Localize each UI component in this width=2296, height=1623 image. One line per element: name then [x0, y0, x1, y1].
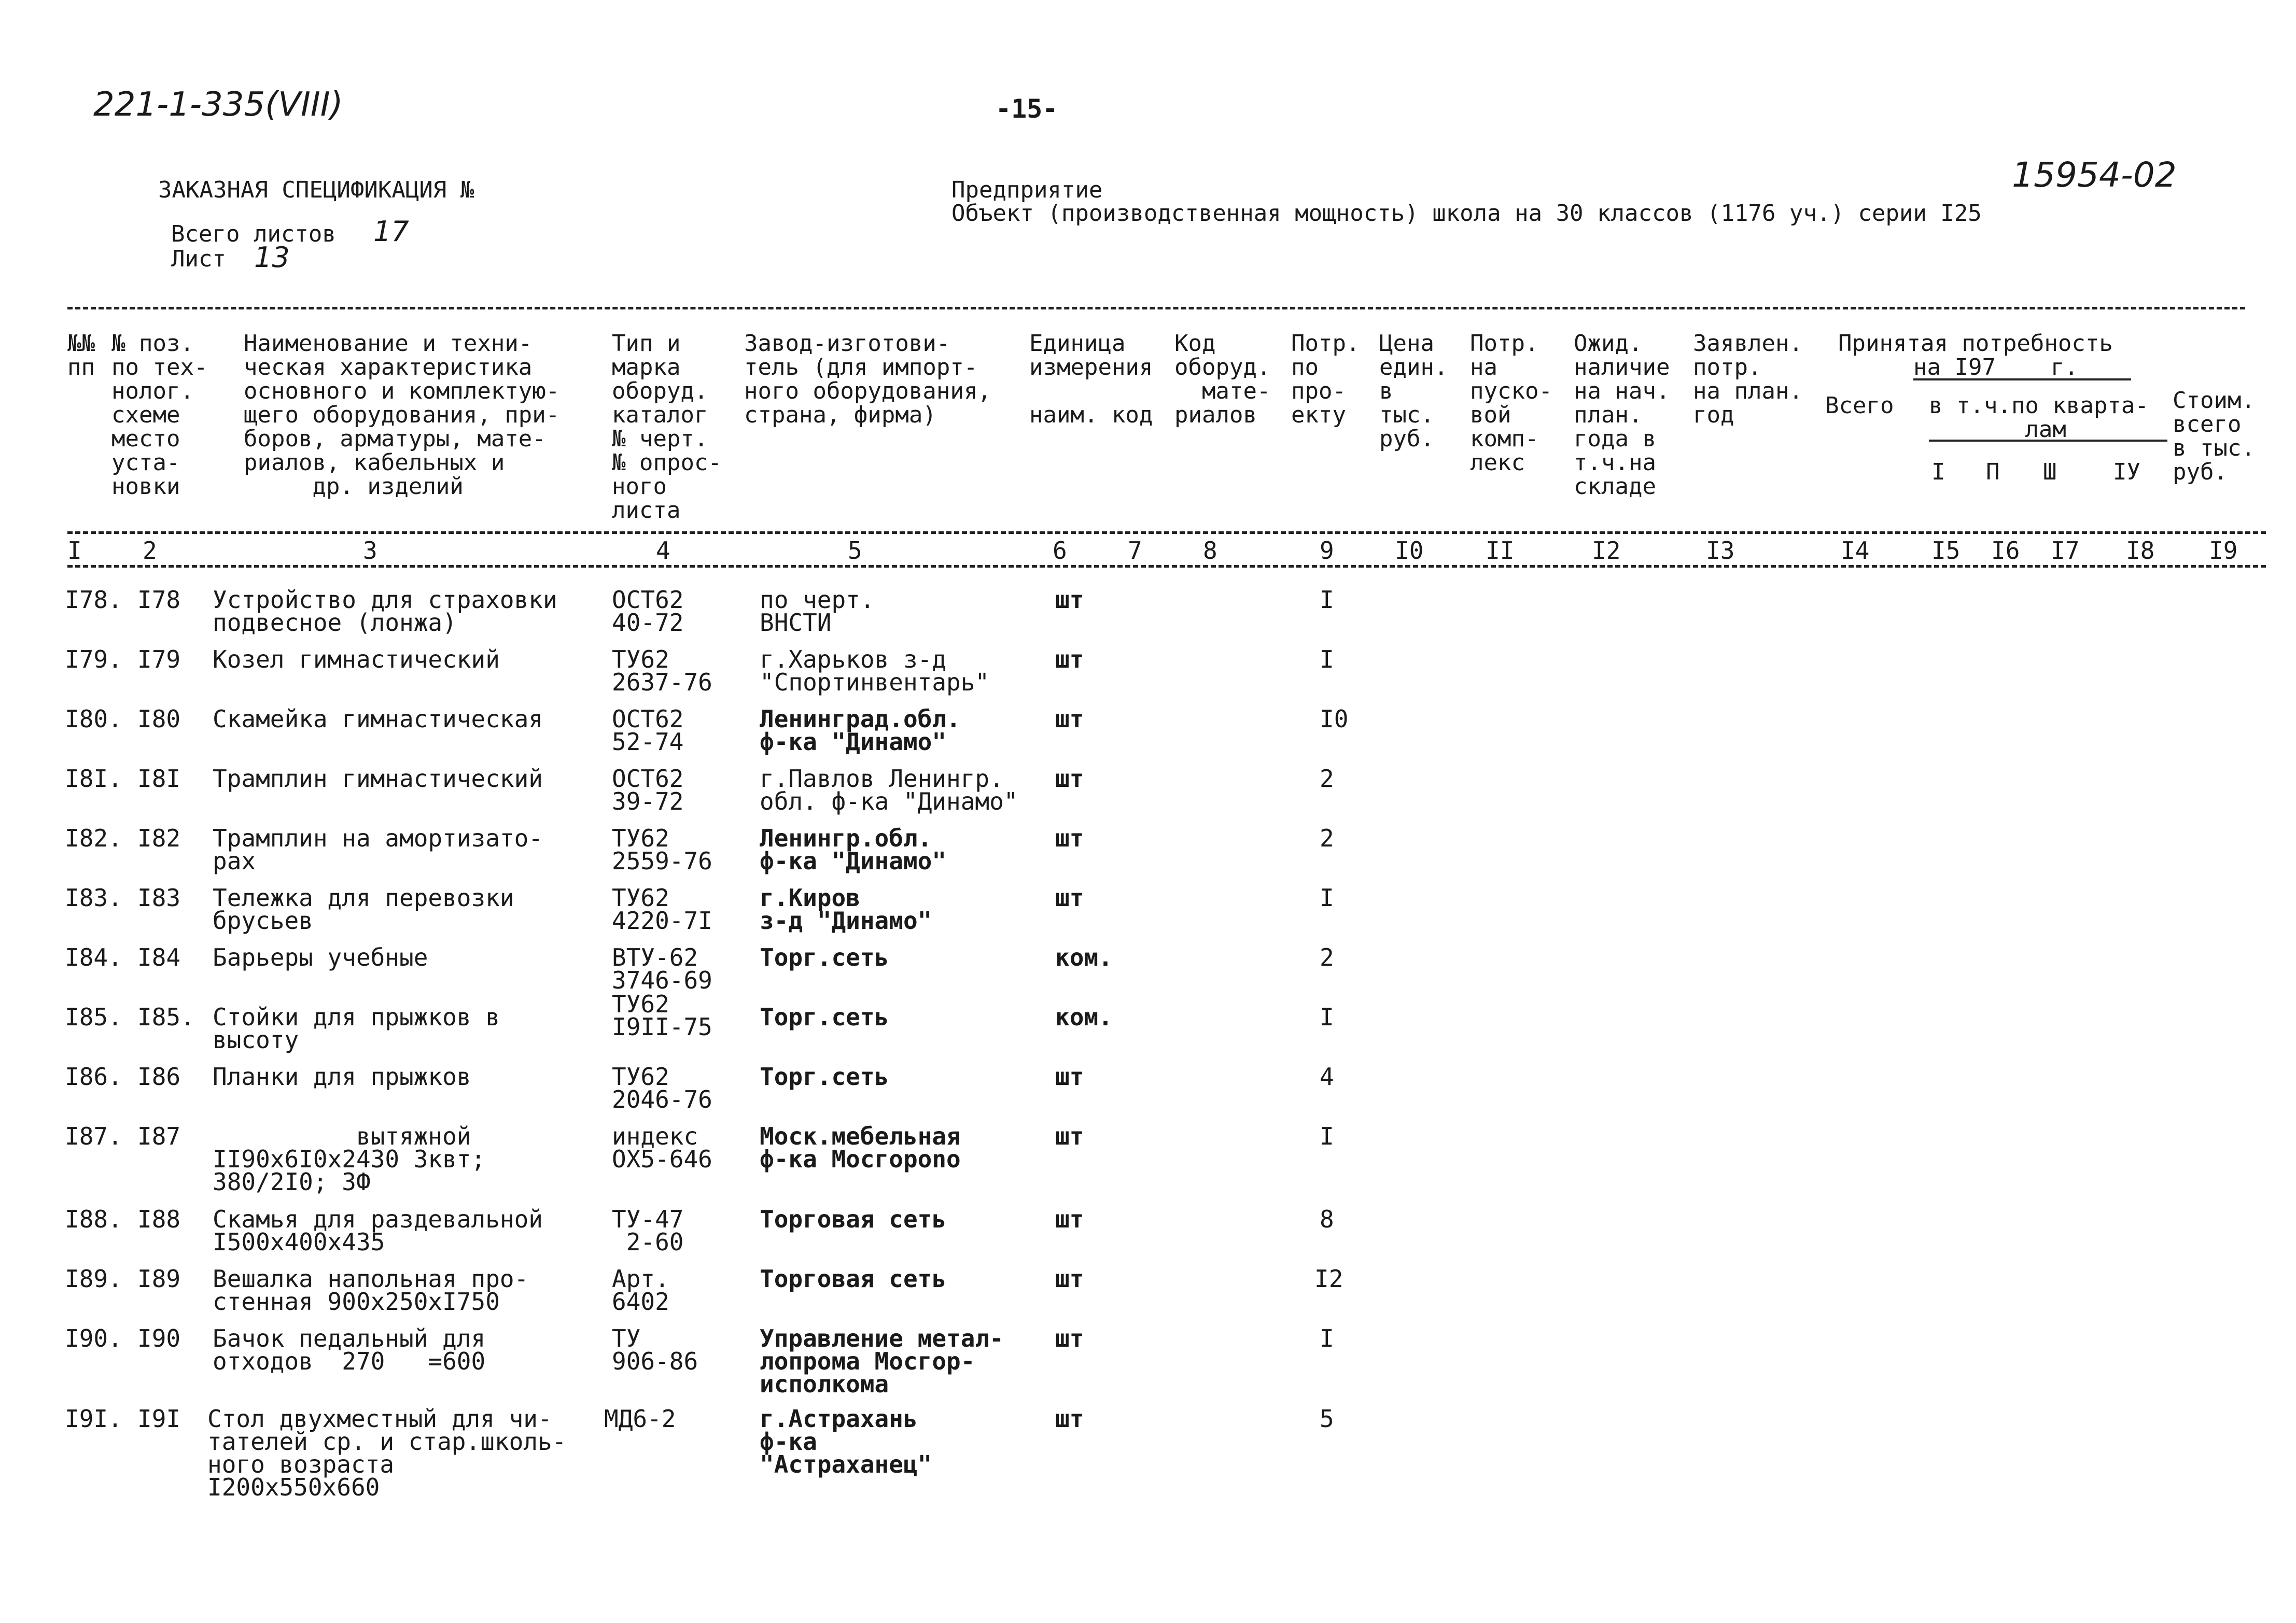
row-qty: I2	[1314, 1265, 1343, 1293]
row-type: ТУ62 2637-76	[612, 645, 712, 696]
row-maker: г.Павлов Ленингр. обл. ф-ка "Динамо"	[760, 765, 1018, 815]
row-maker: Ленингр.обл. ф-ка "Динамо"	[760, 824, 947, 875]
row-name: Трамплин на амортизато- рах	[213, 824, 543, 875]
row-position: I87	[137, 1122, 181, 1150]
row-name: Трамплин гимнастический	[213, 765, 543, 793]
row-name: Вешалка напольная про- стенная 900x250xI750	[213, 1265, 529, 1316]
header-col-1: №№ пп	[67, 330, 95, 380]
row-position: I8I	[137, 765, 181, 793]
row-unit: ком.	[1055, 1003, 1113, 1031]
stamp-number: 15954-02	[2012, 155, 2177, 195]
row-qty: 2	[1320, 765, 1334, 793]
header-bottom-rule	[67, 531, 2266, 534]
colnum-17: I7	[2051, 537, 2080, 564]
row-qty: I	[1320, 645, 1334, 673]
row-unit: шт	[1055, 1205, 1084, 1233]
header-col-8: Код оборуд. мате- риалов	[1174, 330, 1271, 428]
header-col-4: Тип и марка оборуд. каталог № черт. № опрос- ного листа	[612, 330, 722, 524]
year-underline	[1913, 378, 2131, 380]
row-qty: I	[1320, 1122, 1334, 1150]
row-type: ОСТ62 39-72	[612, 765, 684, 815]
row-unit: ком.	[1055, 943, 1113, 971]
colnum-4: 4	[656, 537, 670, 564]
row-unit: шт	[1055, 645, 1084, 673]
row-unit: шт	[1055, 705, 1084, 733]
row-number: I84.	[65, 943, 122, 971]
row-type: ТУ62 2046-76	[612, 1063, 712, 1113]
header-col-14-top: Принятая потребность	[1838, 330, 2113, 357]
header-col-3: Наименование и техни- ческая характеристика основного и комплектую- щего оборудования, при- боров, арматуры, мате- риалов, кабельных и др. изделий	[244, 330, 560, 500]
row-unit: шт	[1055, 765, 1084, 793]
colnum-11: II	[1486, 537, 1515, 564]
row-qty: I	[1320, 586, 1334, 614]
enterprise-label: Предприятие	[951, 177, 1103, 203]
row-name: Барьеры учебные	[213, 943, 428, 971]
colnum-15: I5	[1931, 537, 1961, 564]
colnum-1: I	[67, 537, 82, 564]
row-maker: Торговая сеть	[760, 1205, 947, 1233]
sheets-total-value: 17	[373, 215, 409, 248]
row-maker: Ленинград.обл. ф-ка "Динамо"	[760, 705, 961, 756]
header-col-11: Потр. на пуско- вой комп- лекс	[1470, 330, 1552, 476]
header-q1: I	[1931, 459, 1945, 485]
row-name: Скамья для раздевальной I500x400x435	[213, 1205, 543, 1256]
header-col-9: Потр. по про- екту	[1291, 330, 1360, 428]
row-maker: Торг.сеть	[760, 943, 889, 971]
row-type: ТУ 906-86	[612, 1324, 698, 1375]
colnum-14: I4	[1841, 537, 1870, 564]
row-position: I82	[137, 824, 181, 852]
row-position: I88	[137, 1205, 181, 1233]
row-qty: I	[1320, 884, 1334, 912]
row-name: Планки для прыжков	[213, 1063, 471, 1091]
row-maker: Торг.сеть	[760, 1063, 889, 1091]
row-qty: 8	[1320, 1205, 1334, 1233]
row-position: I89	[137, 1265, 181, 1293]
row-position: I9I	[137, 1405, 181, 1433]
row-position: I78	[137, 586, 181, 614]
colnum-16: I6	[1991, 537, 2020, 564]
row-unit: шт	[1055, 586, 1084, 614]
row-unit: шт	[1055, 1265, 1084, 1293]
row-number: I88.	[65, 1205, 122, 1233]
row-number: I9I.	[65, 1405, 122, 1433]
row-number: I8I.	[65, 765, 122, 793]
row-number: I90.	[65, 1324, 122, 1352]
header-col-6: Единица измерения наим. код	[1029, 330, 1153, 428]
row-position: I90	[137, 1324, 181, 1352]
row-maker: Торговая сеть	[760, 1265, 947, 1293]
row-number: I78.	[65, 586, 122, 614]
sheet-value: 13	[254, 241, 290, 274]
row-qty: 2	[1320, 824, 1334, 852]
row-maker: Торг.сеть	[760, 1003, 889, 1031]
header-quarters: в т.ч.по кварта- лам	[1929, 392, 2149, 443]
row-position: I80	[137, 705, 181, 733]
row-maker: г.Киров з-д "Динамо"	[760, 884, 932, 935]
row-position: I79	[137, 645, 181, 673]
row-maker: г.Астрахань ф-ка "Астраханец"	[760, 1405, 932, 1478]
colnum-3: 3	[363, 537, 377, 564]
row-name: Стойки для прыжков в высоту	[213, 1003, 500, 1054]
colnum-5: 5	[848, 537, 862, 564]
colnum-18: I8	[2126, 537, 2155, 564]
row-unit: шт	[1055, 884, 1084, 912]
colnum-7: 7	[1128, 537, 1142, 564]
row-number: I80.	[65, 705, 122, 733]
row-unit: шт	[1055, 824, 1084, 852]
row-name: Скамейка гимнастическая	[213, 705, 543, 733]
colnum-6: 6	[1053, 537, 1067, 564]
row-number: I79.	[65, 645, 122, 673]
row-type: ТУ62 I9II-75	[612, 990, 712, 1041]
header-col-2: № поз. по тех- нолог. схеме место уста- новки	[111, 330, 208, 500]
object-line: Объект (производственная мощность) школа на 30 классов (1176 уч.) серии I25	[951, 200, 1982, 227]
row-type: МД6-2	[604, 1405, 676, 1433]
sheet-label: Лист	[171, 246, 226, 272]
header-top-rule	[67, 307, 2245, 309]
row-number: I89.	[65, 1265, 122, 1293]
row-type: ОСТ62 40-72	[612, 586, 684, 637]
header-col-13: Заявлен. потр. на план. год	[1693, 330, 1803, 428]
row-type: ТУ-47 2-60	[612, 1205, 684, 1256]
header-q4: IУ	[2113, 459, 2140, 485]
colnum-9: 9	[1320, 537, 1334, 564]
row-unit: шт	[1055, 1405, 1084, 1433]
row-maker: Управление метал- лопрома Мосгор- исполкома	[760, 1324, 1004, 1398]
page-number: -15-	[996, 94, 1058, 124]
colnum-19: I9	[2209, 537, 2238, 564]
header-col-10: Цена един. в тыс. руб.	[1379, 330, 1448, 452]
colnum-10: I0	[1395, 537, 1424, 564]
row-type: ОСТ62 52-74	[612, 705, 684, 756]
row-unit: шт	[1055, 1063, 1084, 1091]
quarters-underline	[1929, 440, 2167, 442]
row-position: I84	[137, 943, 181, 971]
row-unit: шт	[1055, 1122, 1084, 1150]
header-col-14-year: на I97 г.	[1913, 354, 2078, 380]
row-qty: I	[1320, 1324, 1334, 1352]
header-col-12: Ожид. наличие на нач. план. года в т.ч.на складе	[1574, 330, 1670, 500]
row-name: Устройство для страховки подвесное (лонжа)	[213, 586, 557, 637]
row-qty: 5	[1320, 1405, 1334, 1433]
row-name: вытяжной II90x6I0x2430 3квт; 380/2I0; 3Ф	[213, 1122, 486, 1196]
row-position: I85.	[137, 1003, 195, 1031]
colnum-rule	[67, 565, 2266, 568]
row-maker: Моск.мебельная ф-ка Мосгорono	[760, 1122, 961, 1173]
row-number: I87.	[65, 1122, 122, 1150]
row-type: ВТУ-62 3746-69	[612, 943, 712, 994]
row-position: I86	[137, 1063, 181, 1091]
header-q3: Ш	[2043, 459, 2057, 485]
row-qty: 2	[1320, 943, 1334, 971]
header-col-14: Всего	[1825, 392, 1894, 419]
row-maker: г.Харьков з-д "Спортинвентарь"	[760, 645, 990, 696]
row-qty: I	[1320, 1003, 1334, 1031]
row-qty: I0	[1320, 705, 1349, 733]
row-name: Бачок педальный для отходов 270 =600	[213, 1324, 486, 1375]
row-type: Арт. 6402	[612, 1265, 669, 1316]
row-qty: 4	[1320, 1063, 1334, 1091]
row-number: I82.	[65, 824, 122, 852]
header-col-19: Стоим. всего в тыс. руб.	[2173, 387, 2255, 485]
row-name: Стол двухместный для чи- тателей ср. и стар.школь- ного возраста I200x550x660	[207, 1405, 567, 1501]
colnum-13: I3	[1706, 537, 1735, 564]
row-type: ТУ62 4220-7I	[612, 884, 712, 935]
spec-title: ЗАКАЗНАЯ СПЕЦИФИКАЦИЯ №	[158, 177, 474, 203]
row-type: ТУ62 2559-76	[612, 824, 712, 875]
colnum-2: 2	[143, 537, 157, 564]
row-number: I86.	[65, 1063, 122, 1091]
sheets-total-label: Всего листов	[171, 221, 336, 247]
colnum-8: 8	[1203, 537, 1217, 564]
header-col-5: Завод-изготови- тель (для импорт- ного оборудования, страна, фирма)	[744, 330, 991, 428]
row-position: I83	[137, 884, 181, 912]
row-maker: по черт. ВНСТИ	[760, 586, 875, 637]
row-name: Тележка для перевозки брусьев	[213, 884, 514, 935]
row-name: Козел гимнастический	[213, 645, 500, 673]
row-unit: шт	[1055, 1324, 1084, 1352]
row-type: индекс ОХ5-646	[612, 1122, 712, 1173]
row-number: I83.	[65, 884, 122, 912]
colnum-12: I2	[1592, 537, 1621, 564]
header-q2: П	[1986, 459, 2000, 485]
document-code: 221-1-335(VIII)	[93, 86, 343, 124]
row-number: I85.	[65, 1003, 122, 1031]
